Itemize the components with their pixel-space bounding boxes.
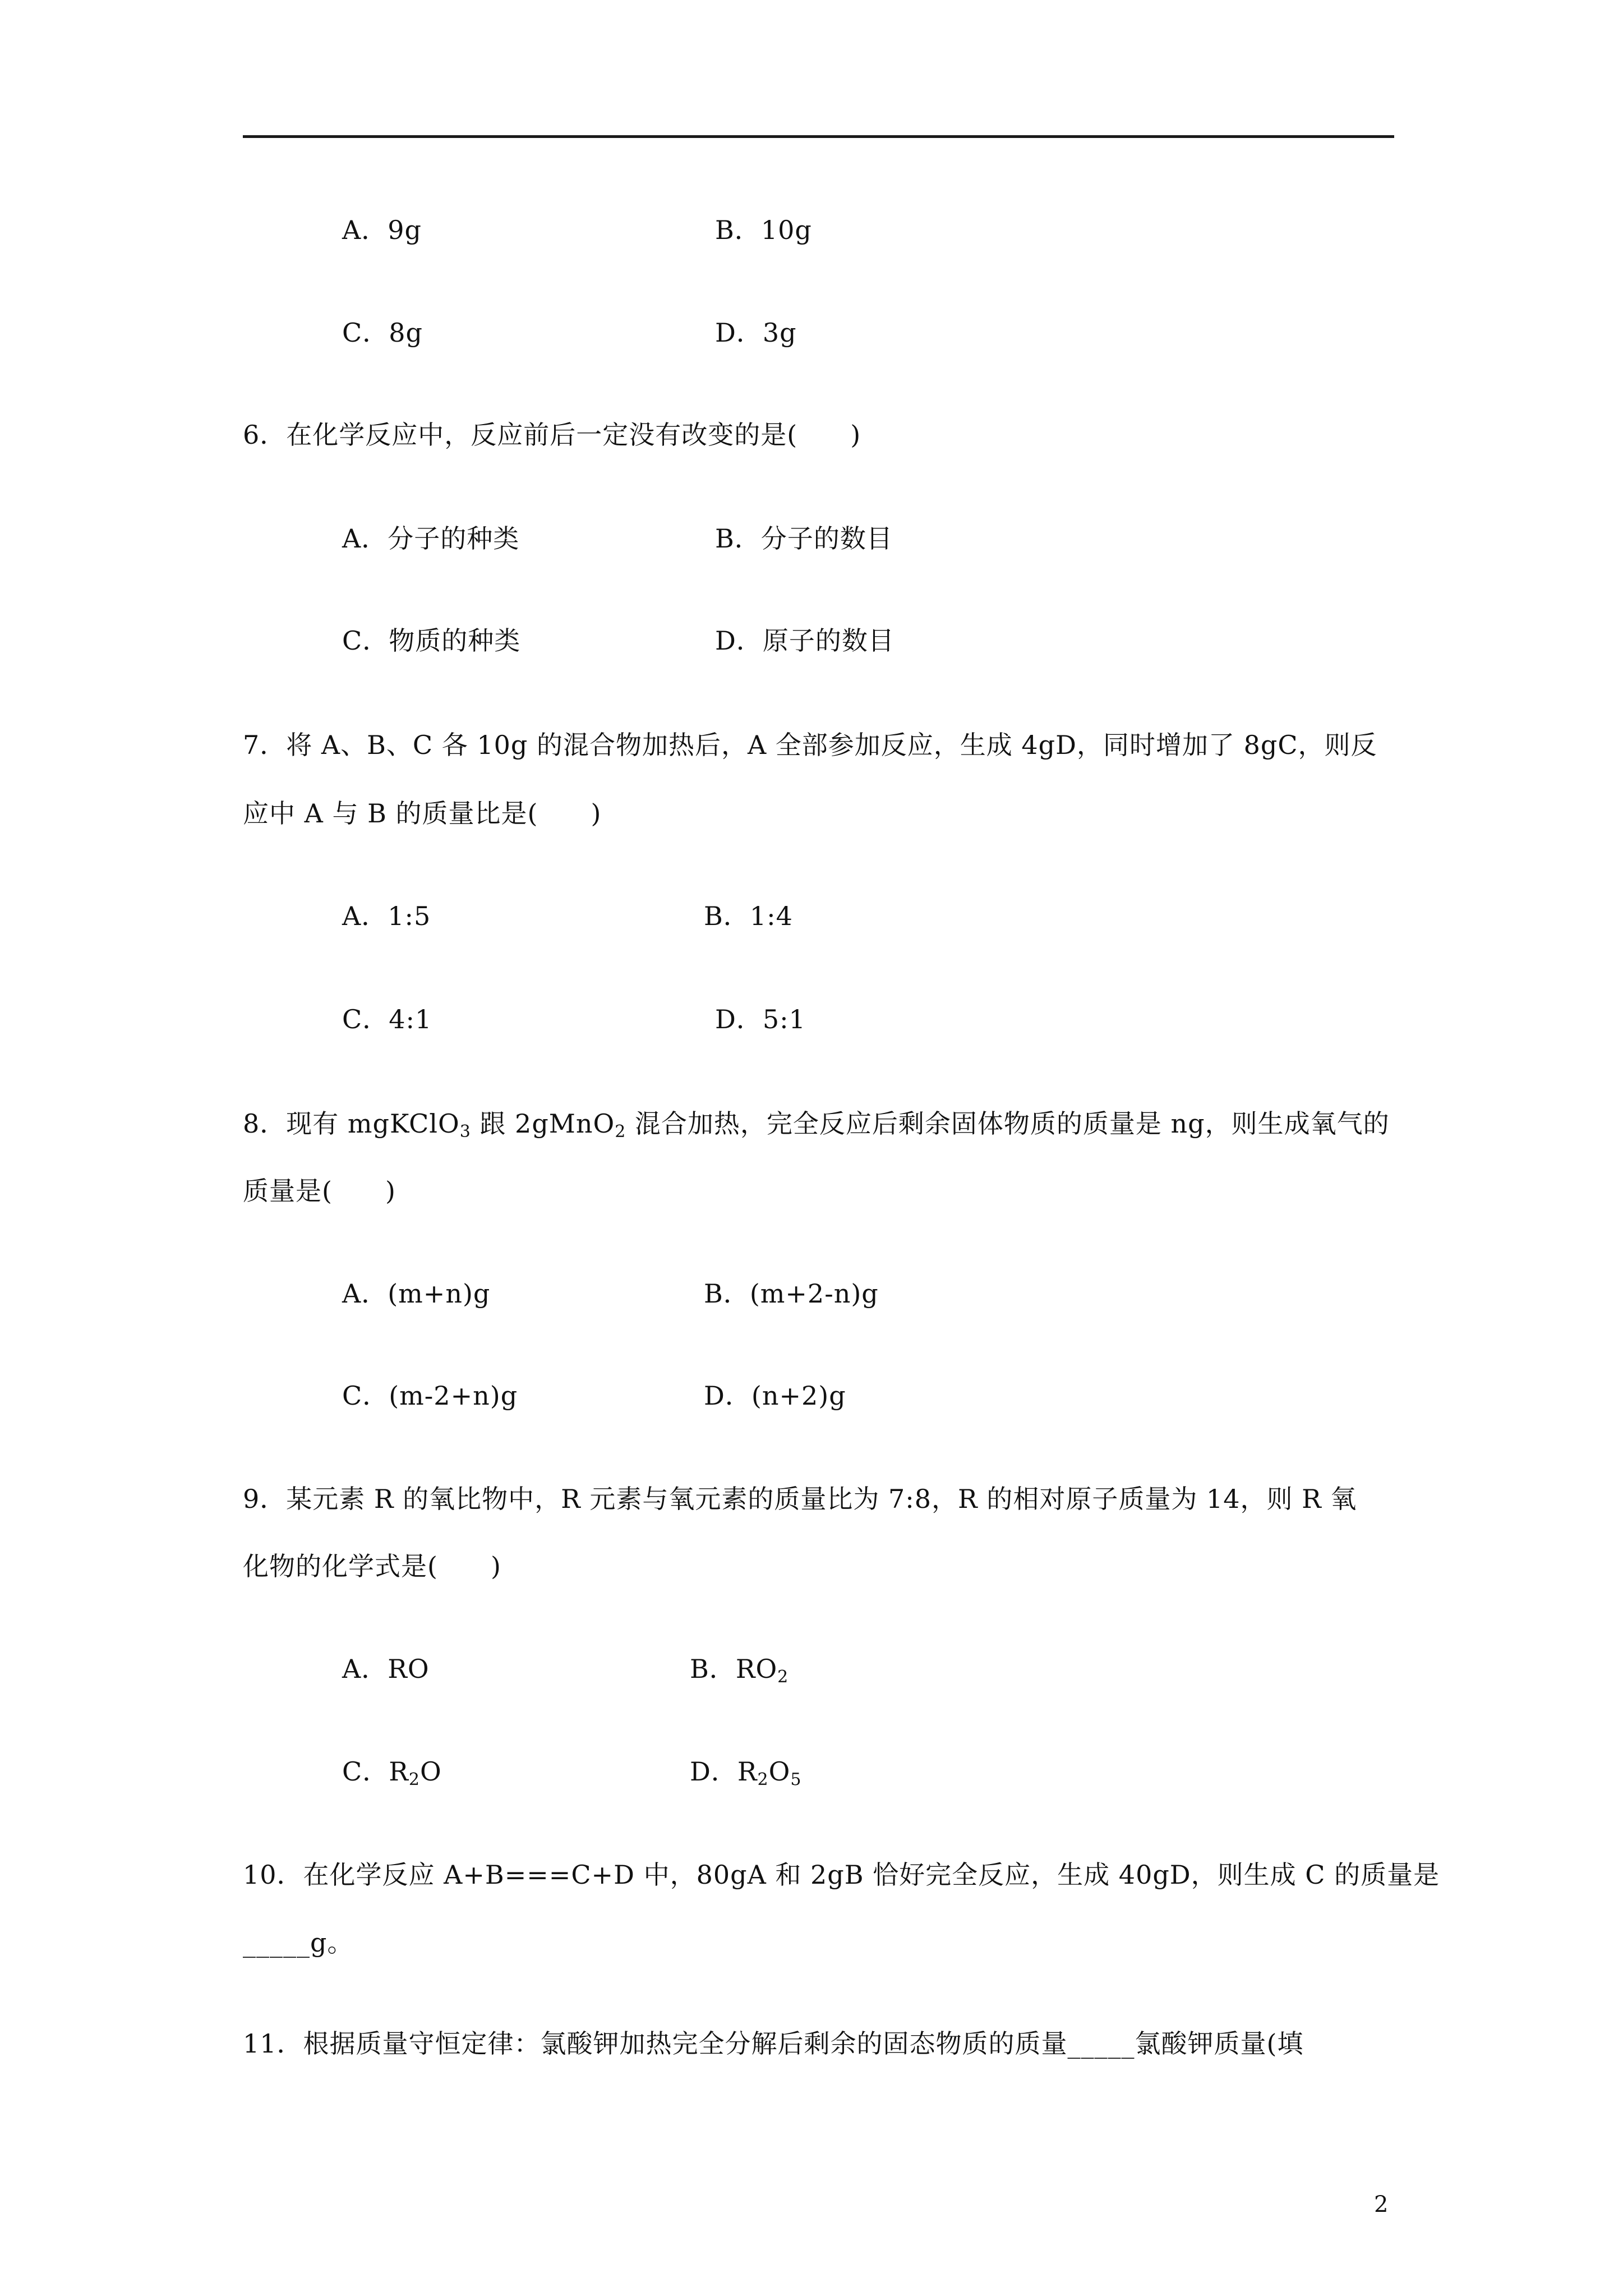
q7-option-c: C．4:1 bbox=[342, 1004, 432, 1034]
q6-option-d: D．原子的数目 bbox=[715, 625, 895, 656]
q5-option-a: A．9g bbox=[342, 215, 422, 245]
q5-option-c: C．8g bbox=[342, 318, 423, 348]
q6-option-c: C．物质的种类 bbox=[342, 625, 521, 656]
q8-stem-line1: 8．现有 mgKClO$_3$ 跟 2gMnO$_2$ 混合加热，完全反应后剩余固体物质的质量是 ng，则生成氧气的 bbox=[243, 1108, 1390, 1142]
header-rule bbox=[243, 135, 1394, 138]
q8-option-d: D．(n+2)g bbox=[704, 1381, 846, 1411]
q9-stem-line1: 9．某元素 R 的氧比物中，R 元素与氧元素的质量比为 7:8，R 的相对原子质量为 14，则 R 氧 bbox=[243, 1484, 1357, 1514]
q8-option-b: B．(m+2-n)g bbox=[704, 1278, 879, 1309]
q8-option-c: C．(m-2+n)g bbox=[342, 1381, 518, 1411]
q5-option-d: D．3g bbox=[715, 318, 797, 348]
q8-option-a: A．(m+n)g bbox=[342, 1278, 491, 1309]
q7-stem-line1: 7．将 A、B、C 各 10g 的混合物加热后，A 全部参加反应，生成 4gD，同时增加了 8gC，则反 bbox=[243, 730, 1377, 760]
q10-stem-line1: 10．在化学反应 A+B===C+D 中，80gA 和 2gB 恰好完全反应，生成 40gD，则生成 C 的质量是 bbox=[243, 1860, 1440, 1890]
q6-stem: 6．在化学反应中，反应前后一定没有改变的是( ) bbox=[243, 420, 861, 450]
q7-stem-line2: 应中 A 与 B 的质量比是( ) bbox=[243, 798, 602, 829]
q7-option-b: B．1:4 bbox=[704, 901, 793, 931]
q11-stem-line1: 11．根据质量守恒定律：氯酸钾加热完全分解后剩余的固态物质的质量_____氯酸钾质量(填 bbox=[243, 2028, 1304, 2059]
q6-option-b: B．分子的数目 bbox=[715, 523, 893, 554]
q9-option-b: B．$RO_2$ bbox=[690, 1654, 789, 1687]
q7-option-d: D．5:1 bbox=[715, 1004, 806, 1034]
q9-option-a: A．RO bbox=[342, 1654, 430, 1684]
q9-option-d: D．$R_2O_5$ bbox=[690, 1756, 802, 1789]
q5-option-b: B．10g bbox=[715, 215, 812, 245]
page-number: 2 bbox=[1374, 2192, 1389, 2217]
q10-stem-line2: _____g。 bbox=[243, 1927, 354, 1958]
q6-option-a: A．分子的种类 bbox=[342, 523, 520, 554]
q9-stem-line2: 化物的化学式是( ) bbox=[243, 1551, 501, 1581]
q7-option-a: A．1:5 bbox=[342, 901, 431, 931]
q8-stem-line2: 质量是( ) bbox=[243, 1176, 396, 1206]
q9-option-c: C．$R_2O$ bbox=[342, 1756, 442, 1789]
